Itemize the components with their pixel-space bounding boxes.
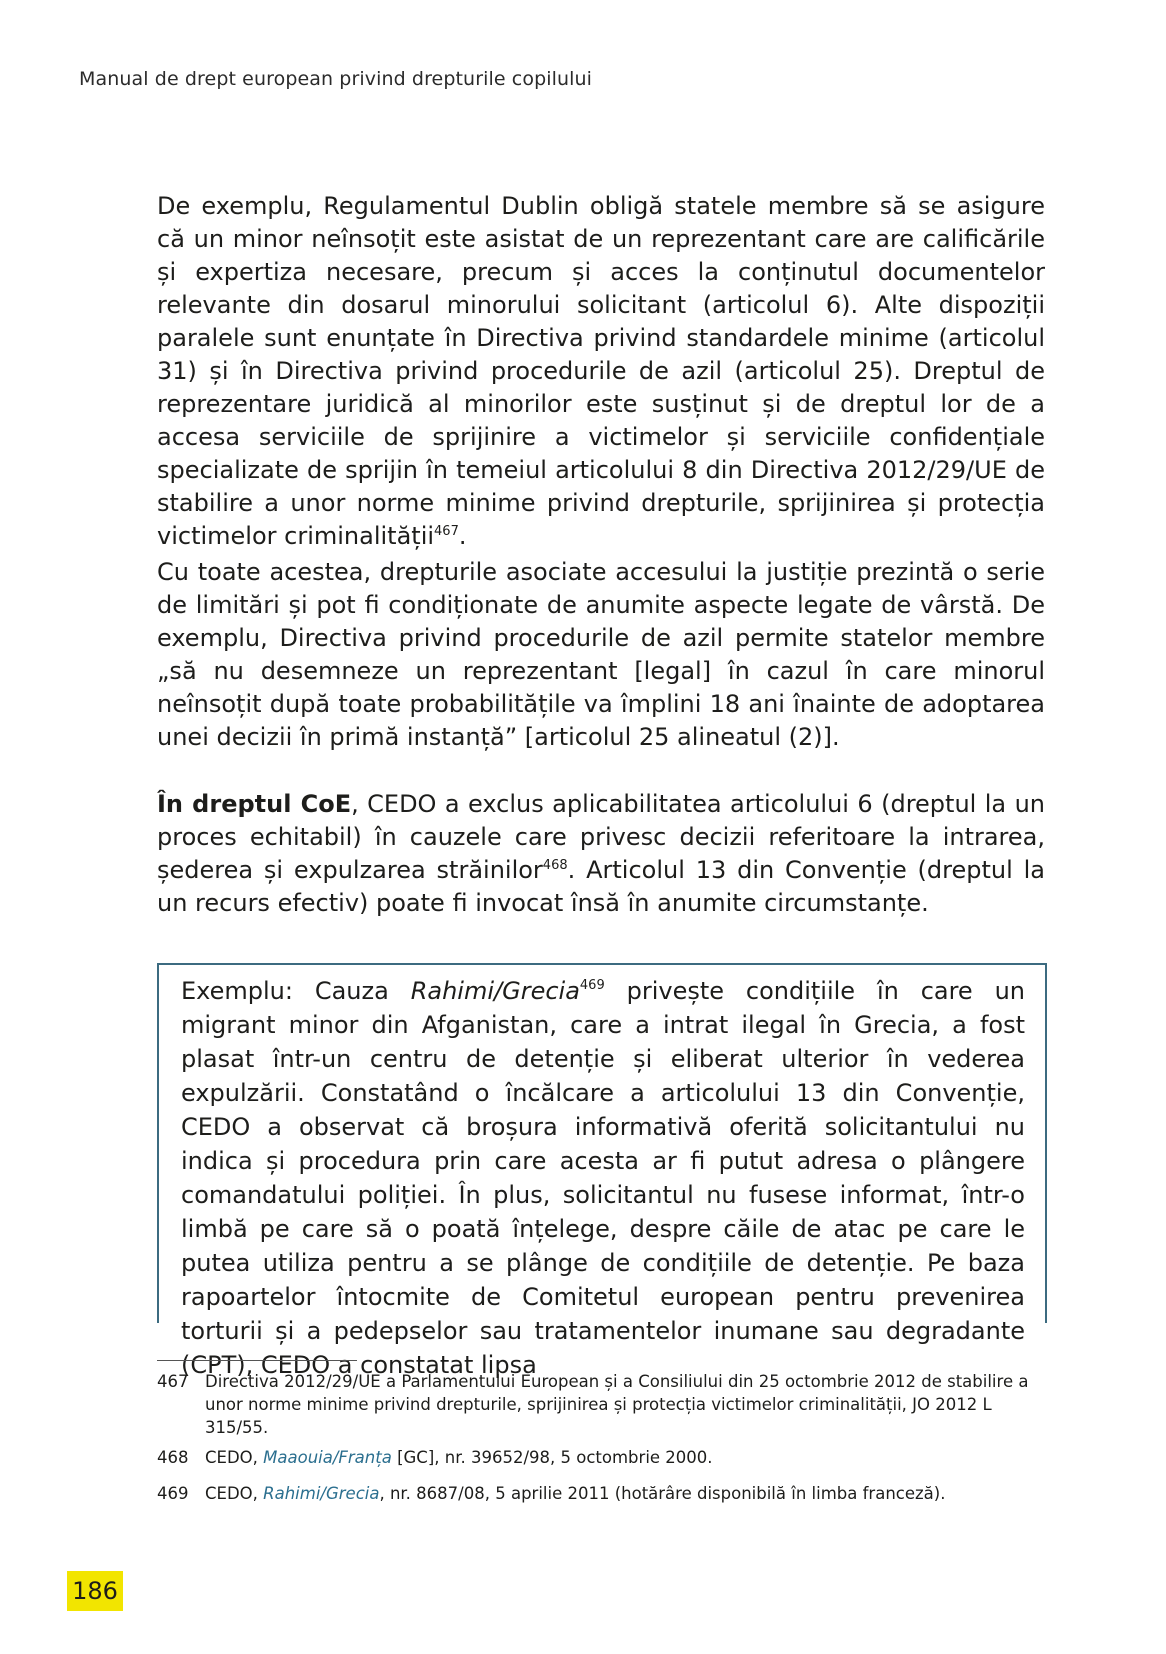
footnote-suffix: , nr. 8687/08, 5 aprilie 2011 (hotărâre disponibilă în limba franceză). [379,1484,946,1503]
footnote-separator [157,1360,357,1361]
footnote-number: 468 [157,1448,189,1467]
footnote-text [205,1482,1047,1505]
footnote-469 [157,1482,1047,1505]
paragraph-3-text-b: . Articolul 13 din Convenție (dreptul la un recurs efectiv) poate fi invocat însă în anumite circumstanțe. [157,856,1045,917]
footnote-prefix: CEDO, [205,1484,264,1503]
paragraph-3 [157,788,1045,920]
footnote-ref-468[interactable]: 468 [542,858,568,873]
example-body: privește condițiile în care un migrant minor din Afganistan, care a intrat ilegal în Grecia, a fost plasat într-un centru de detenție și eliberat ulterior în vederea expulzării. Constatând o încălcare a articolului 13 din Convenție, CEDO a observat că broșura informativă oferită solicitantului nu indica și procedura prin care acesta ar fi putut adresa o plângere comandatului poliției. În plus, solicitantul nu fusese informat, într-o limbă pe care să o poată înțelege, despre căile de atac pe care le putea utiliza pentru a se plânge de condițiile de detenție. Pe baza rapoartelor întocmite de Comitetul european pentru prevenirea torturii și a pedepselor sau tratamentelor inumane sau degradante (CPT), CEDO a constatat lipsa [181,977,1025,1379]
paragraph-2: Cu toate acestea, drepturile asociate accesului la justiție prezintă o serie de limitări și pot fi condiționate de anumite aspecte legate de vârstă. De exemplu, Directiva privind procedurile de azil permite statelor membre „să nu desemneze un reprezentant [legal] în cazul în care minorul neînsoțit după toate probabilitățile va împlini 18 ani înainte de adoptarea unei decizii în primă instanță” [articolul 25 alineatul (2)]. [157,558,1045,751]
footnote-text: Directiva 2012/29/UE a Parlamentului European și a Consiliului din 25 octombrie 2012 de stabilire a unor norme minime privind drepturile, sprijinirea și protecția victimelor criminalității, JO 2012 L 315/55. [205,1372,1029,1437]
case-link[interactable]: Rahimi/Grecia [263,1484,380,1503]
running-header: Manual de drept european privind drepturile copilului [79,68,593,90]
example-lead: Exemplu: Cauza [181,977,411,1005]
footnote-467 [157,1370,1047,1439]
paragraph-1-text: De exemplu, Regulamentul Dublin obligă statele membre să se asigure că un minor neînsoțit este asistat de un reprezentant care are calificările și expertiza necesare, precum și acces la conținutul documentelor relevante din dosarul minorului solicitant (articolul 6). Alte dispoziții paralele sunt enunțate în Directiva privind standardele minime (articolul 31) și în Directiva privind procedurile de azil (articolul 25). Dreptul de reprezentare juridică al minorilor este susținut și de dreptul lor de a accesa serviciile de sprijinire a victimelor și serviciile confidențiale specializate de sprijin în temeiul articolului 8 din Directiva 2012/29/UE de stabilire a unor norme minime privind drepturile, sprijinirea și protecția victimelor criminalității [157,192,1045,550]
footnote-468 [157,1446,1047,1469]
footnote-suffix: [GC], nr. 39652/98, 5 octombrie 2000. [391,1448,713,1467]
footnote-number: 467 [157,1372,189,1391]
page-number: 186 [67,1571,123,1611]
example-case-name: Rahimi/Grecia [410,977,580,1005]
footnote-number: 469 [157,1484,189,1503]
footnote-ref-467[interactable]: 467 [434,524,459,539]
paragraph-1 [157,190,1045,553]
footnote-prefix: CEDO, [205,1448,264,1467]
paragraph-1-end: . [458,522,467,550]
case-link[interactable]: Maaouia/Franța [263,1448,392,1467]
paragraph-3-bold-lead: În dreptul CoE [157,790,352,818]
paragraph-3-text-a: , CEDO a exclus aplicabilitatea articolului 6 (dreptul la un proces echitabil) în cauzele care privesc decizii referitoare la intrarea, șederea și expulzarea străinilor [157,790,1045,884]
example-text [181,974,1025,1382]
footnote-text [205,1446,1047,1469]
footnote-ref-469[interactable]: 469 [579,978,605,993]
